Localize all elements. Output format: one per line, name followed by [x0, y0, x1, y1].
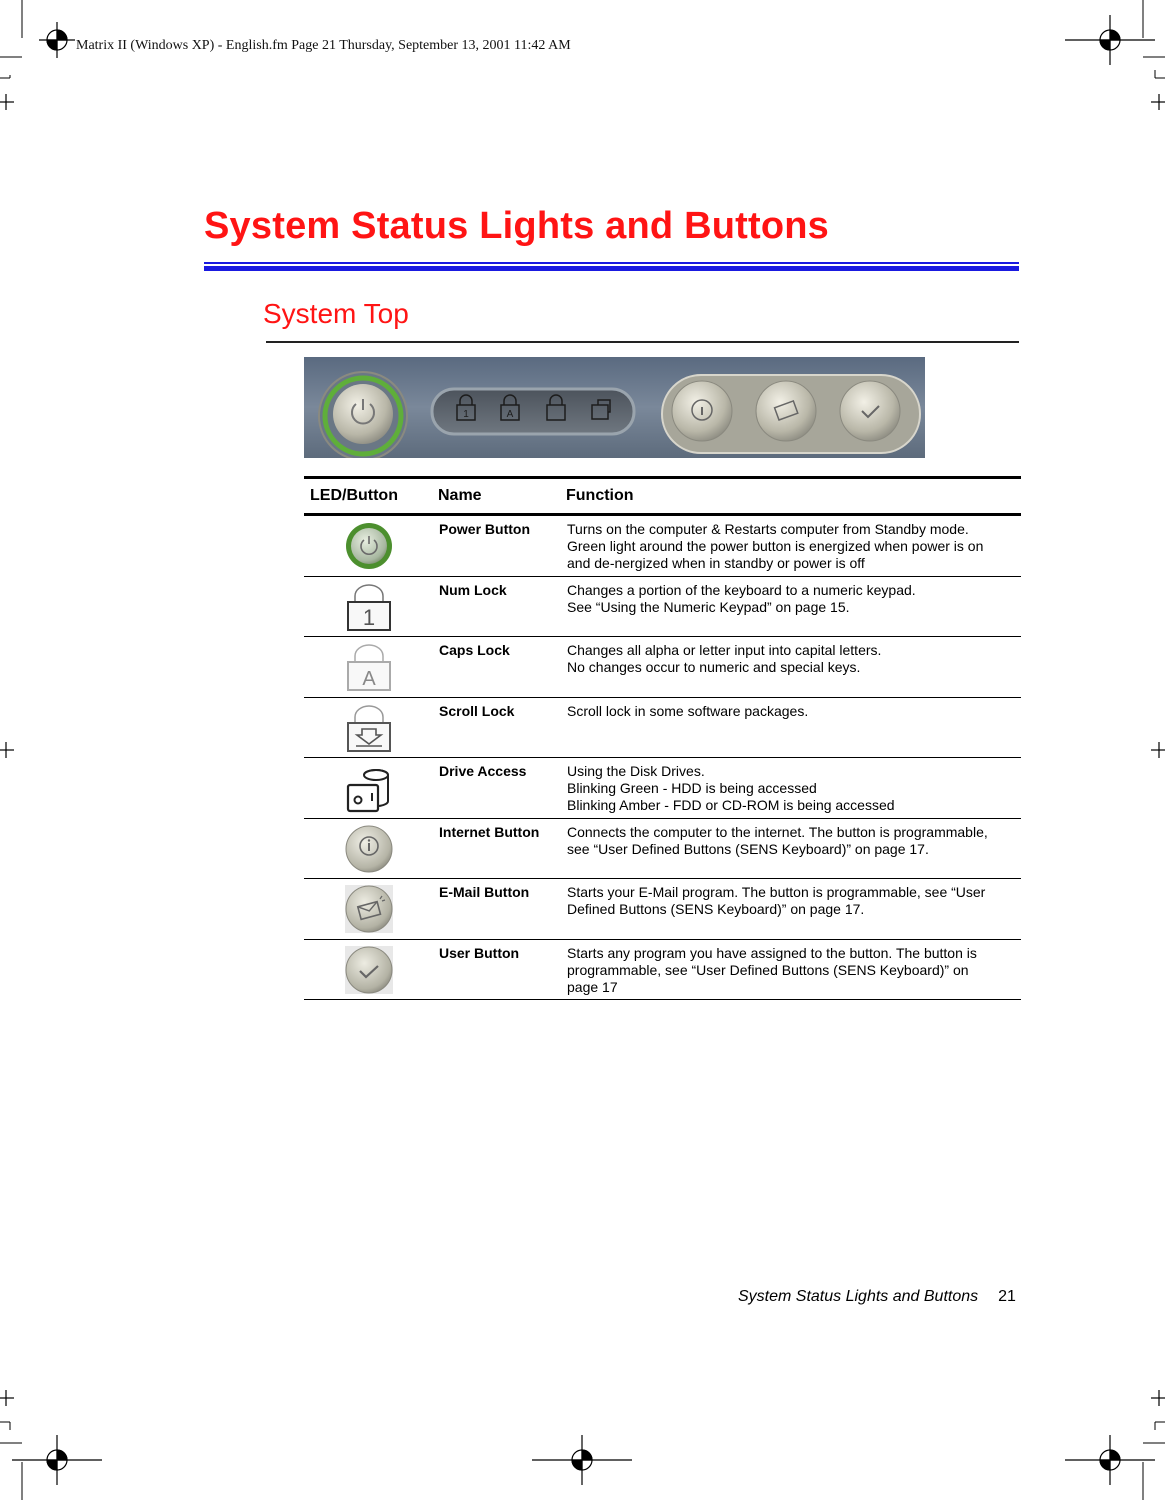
row-function-line: see “User Defined Buttons (SENS Keyboard)” on page 17. — [567, 840, 929, 857]
table-row — [304, 940, 1021, 1001]
table-row — [304, 516, 1021, 577]
internet-button-icon — [344, 824, 394, 874]
page-footer — [738, 1288, 1016, 1306]
row-function-line: No changes occur to numeric and special keys. — [567, 659, 861, 675]
table-header-row — [304, 479, 1021, 516]
table-row — [304, 758, 1021, 819]
row-function — [567, 642, 1012, 676]
num-lock-icon — [344, 582, 394, 632]
row-function-line: Green light around the power button is energized when power is on — [567, 538, 984, 554]
row-name: Scroll Lock — [439, 702, 515, 719]
document-header-note: Matrix II (Windows XP) - English.fm Page 21 Thursday, September 13, 2001 11:42 AM — [76, 38, 571, 53]
row-function-line: Starts your E-Mail program. The button is programmable, see “User — [567, 884, 986, 900]
table-row — [304, 879, 1021, 940]
row-function — [567, 521, 1012, 572]
row-name: Internet Button — [439, 823, 540, 840]
row-name: User Button — [439, 944, 520, 961]
row-name: E-Mail Button — [439, 884, 530, 900]
row-function-line: and de-nergized when in standby or power is off — [567, 555, 865, 571]
row-function-line: Turns on the computer & Restarts computer from Standby mode. — [567, 521, 969, 537]
column-header-function: Function — [566, 487, 634, 504]
row-function — [567, 763, 1012, 814]
row-function-line: Defined Buttons (SENS Keyboard)” on page 17. — [567, 901, 865, 917]
row-function-line: Changes all alpha or letter input into capital letters. — [567, 642, 882, 658]
caps-lock-icon — [344, 642, 394, 692]
row-function-line: Starts any program you have assigned to the button. The button is — [567, 944, 977, 961]
row-name: Caps Lock — [439, 642, 510, 658]
svg-text:A: A — [506, 409, 514, 420]
row-name: Power Button — [439, 521, 530, 537]
svg-text:1: 1 — [362, 604, 376, 630]
svg-text:1: 1 — [463, 409, 469, 420]
row-function-line: See “Using the Numeric Keypad” on page 15. — [567, 598, 850, 615]
column-header-name: Name — [438, 487, 482, 504]
led-button-table — [304, 476, 1021, 1000]
row-name: Num Lock — [439, 581, 507, 598]
page-number: 21 — [998, 1288, 1016, 1305]
user-button-icon — [344, 945, 394, 995]
row-function-line: Using the Disk Drives. — [567, 763, 705, 779]
table-row — [304, 577, 1021, 638]
system-top-panel-photo — [304, 357, 925, 458]
row-function-line: programmable, see “User Defined Buttons (SENS Keyboard)” on — [567, 961, 969, 978]
row-function-line: Connects the computer to the internet. The button is programmable, — [567, 823, 988, 840]
row-function-line: Blinking Green - HDD is being accessed — [567, 780, 817, 796]
row-function-line: page 17 — [567, 978, 618, 995]
footer-title: System Status Lights and Buttons — [738, 1288, 979, 1305]
row-function-line: Changes a portion of the keyboard to a numeric keypad. — [567, 581, 916, 598]
table-row — [304, 637, 1021, 698]
power-icon — [344, 521, 394, 571]
scroll-lock-icon — [344, 703, 394, 753]
row-function — [567, 945, 1012, 996]
row-function-line: Scroll lock in some software packages. — [567, 702, 809, 719]
table-row — [304, 819, 1021, 880]
row-function-line: Blinking Amber - FDD or CD-ROM is being accessed — [567, 797, 895, 813]
row-function — [567, 824, 1012, 858]
title-rule-thin — [204, 262, 1019, 264]
title-rule-thick — [204, 266, 1019, 271]
row-function — [567, 582, 1012, 616]
column-header-led-button: LED/Button — [310, 487, 398, 504]
section-rule — [266, 341, 1019, 343]
row-function — [567, 884, 1012, 918]
svg-text:A: A — [362, 668, 376, 690]
row-function — [567, 703, 1012, 720]
email-button-icon — [344, 884, 394, 934]
row-name: Drive Access — [439, 763, 527, 779]
table-row — [304, 698, 1021, 759]
section-title: System Top — [263, 298, 409, 329]
drive-access-icon — [344, 763, 394, 813]
page-title: System Status Lights and Buttons — [204, 205, 830, 247]
